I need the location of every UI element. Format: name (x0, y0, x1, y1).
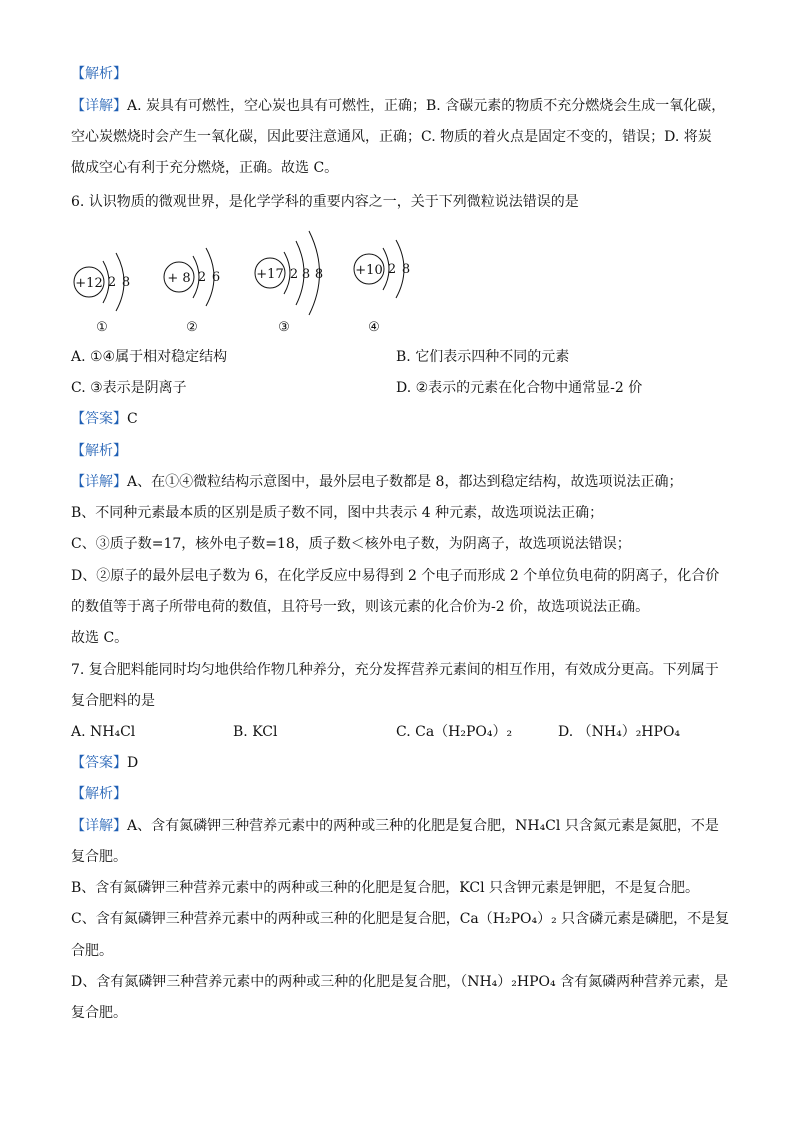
q6-option-b: B. 它们表示四种不同的元素 (396, 349, 570, 365)
answer-tag: 【答案】 (71, 755, 127, 771)
q7-option-d: D. （NH₄）₂HPO₄ (558, 724, 681, 740)
nucleus-charge: + 8 (167, 271, 191, 286)
nucleus-charge: +12 (75, 276, 103, 291)
detail-line (71, 96, 725, 116)
answer-tag: 【答案】 (71, 411, 127, 427)
detail-line (71, 472, 682, 492)
shell-electron-count: 2 (107, 275, 117, 290)
detail-line: 复合肥。 (71, 1005, 127, 1021)
detail-line: B、不同种元素最本质的区别是质子数不同，图中共表示 4 种元素，故选项说法正确； (71, 505, 604, 521)
q7-option-b: B. KCl (233, 724, 278, 740)
q7-option-c: C. Ca（H₂PO₄）₂ (396, 724, 513, 740)
detail-line (71, 816, 719, 836)
shell-electron-count: 2 (387, 262, 397, 277)
detail-line: 复合肥。 (71, 849, 127, 865)
detail-line: C、③质子数=17，核外电子数=18，质子数＜核外电子数，为阴离子，故选项说法错误； (71, 536, 631, 552)
q7-option-a: A. NH₄Cl (71, 724, 136, 740)
question-7-stem: 复合肥料的是 (71, 693, 155, 709)
shell-electron-count: 8 (401, 262, 411, 277)
detail-line: B、含有氮磷钾三种营养元素中的两种或三种的化肥是复合肥，KCl 只含钾元素是钾肥，不是复合肥。 (71, 880, 700, 896)
answer-value: D (127, 755, 139, 771)
shell-electron-count: 2 (197, 270, 207, 285)
detail-line: 做成空心有利于充分燃烧，正确。故选 C。 (71, 160, 339, 176)
detail-line: 的数值等于离子所带电荷的数值，且符号一致，则该元素的化合价为-2 价，故选项说法正确。 (71, 599, 650, 615)
detail-text: A、在①④微粒结构示意图中，最外层电子数都是 8，都达到稳定结构，故选项说法正确； (127, 474, 683, 490)
diagram-label: ③ (278, 320, 290, 335)
detail-tag: 【详解】 (71, 474, 127, 490)
atom-structure-diagrams (60, 225, 460, 340)
q6-option-a: A. ①④属于相对稳定结构 (71, 349, 228, 365)
analysis-heading: 【解析】 (71, 66, 127, 82)
answer-value: C (127, 411, 138, 427)
q7-answer (71, 753, 138, 773)
detail-line: 空心炭燃烧时会产生一氧化碳，因此要注意通风，正确；C. 物质的着火点是固定不变的，错误；D. 将炭 (71, 129, 712, 145)
detail-line: C、含有氮磷钾三种营养元素中的两种或三种的化肥是复合肥，Ca（H₂PO₄）₂ 只含磷元素是磷肥，不是复 (71, 911, 730, 927)
detail-line: D、含有氮磷钾三种营养元素中的两种或三种的化肥是复合肥，（NH₄）₂HPO₄ 含有氮磷两种营养元素，是 (71, 974, 729, 990)
q6-option-c: C. ③表示是阴离子 (71, 380, 187, 396)
detail-text: A、含有氮磷钾三种营养元素中的两种或三种的化肥是复合肥，NH₄Cl 只含氮元素是氮肥，不是 (127, 818, 719, 834)
analysis-heading: 【解析】 (71, 443, 127, 459)
detail-line: 合肥。 (71, 943, 113, 959)
q6-answer (71, 409, 138, 429)
diagram-label: ① (96, 320, 108, 335)
shell-electron-count: 6 (211, 270, 221, 285)
detail-tag: 【详解】 (71, 98, 127, 114)
detail-line: D、②原子的最外层电子数为 6，在化学反应中易得到 2 个电子而形成 2 个单位负电荷的阴离子，化合价 (71, 568, 720, 584)
shell-electron-count: 2 (289, 267, 299, 282)
question-7-stem: 7. 复合肥料能同时均匀地供给作物几种养分，充分发挥营养元素间的相互作用，有效成分更高。下列属于 (71, 662, 719, 678)
nucleus-charge: +10 (355, 263, 383, 278)
analysis-heading: 【解析】 (71, 786, 127, 802)
detail-tag: 【详解】 (71, 818, 127, 834)
detail-line: 故选 C。 (71, 630, 129, 646)
detail-text: A. 炭具有可燃性，空心炭也具有可燃性，正确；B. 含碳元素的物质不充分燃烧会生成一氧化碳， (127, 98, 726, 114)
shell-electron-count: 8 (121, 275, 131, 290)
q6-option-d: D. ②表示的元素在化合物中通常显-2 价 (396, 380, 643, 396)
nucleus-charge: +17 (256, 267, 284, 282)
shell-electron-count: 8 (314, 267, 324, 282)
diagram-label: ② (186, 320, 198, 335)
question-6-stem: 6. 认识物质的微观世界，是化学学科的重要内容之一，关于下列微粒说法错误的是 (71, 194, 579, 210)
diagram-label: ④ (368, 320, 380, 335)
shell-electron-count: 8 (301, 267, 311, 282)
